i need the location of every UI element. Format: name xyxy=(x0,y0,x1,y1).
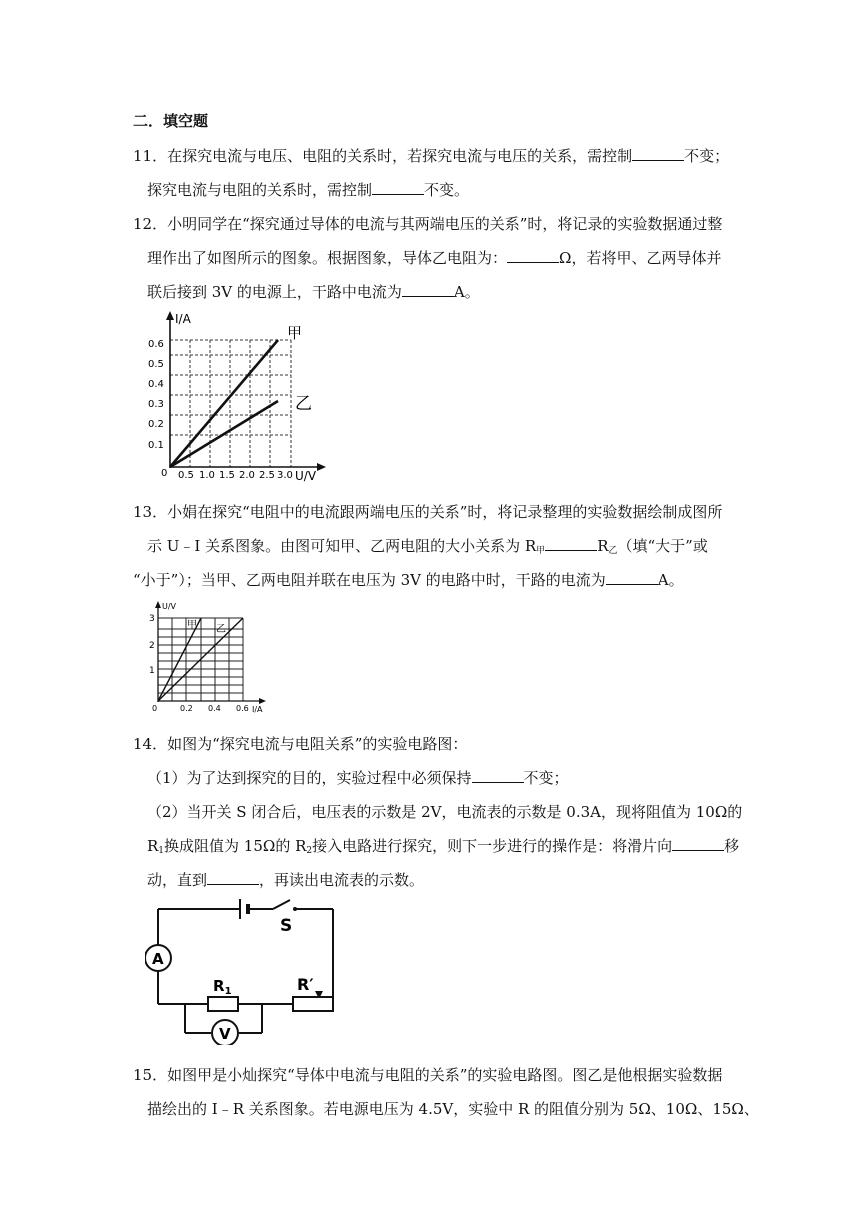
q12-series-yi: 乙 xyxy=(295,394,312,414)
q15-line2: 描绘出的 I﹣R 关系图象。若电源电压为 4.5V，实验中 R 的阻值分别为 5Ω、10Ω、15Ω、 xyxy=(147,1100,759,1118)
q12-ytick-2: 0.2 xyxy=(148,419,164,430)
q12-xtick-4: 2.0 xyxy=(239,470,255,481)
resistor-r1-icon xyxy=(208,997,238,1011)
q14-line1: 14．如图为“探究电流与电阻关系”的实验电路图： xyxy=(133,735,468,753)
q13-blank-1[interactable] xyxy=(545,536,597,551)
q11-line2: 探究电流与电阻的关系时，需控制 不变。 xyxy=(147,181,470,199)
q14-circuit xyxy=(145,895,345,1045)
q12-xtick-3: 1.5 xyxy=(219,470,235,481)
q11-blank-2[interactable] xyxy=(372,180,424,195)
q15-line1: 15．如图甲是小灿探究“导体中电流与电阻的关系”的实验电路图。图乙是他根据实验数据 xyxy=(133,1066,723,1084)
q13-xtick-2: 0.4 xyxy=(208,704,221,713)
q12-xlabel: U/V xyxy=(295,469,317,483)
q13-xtick-3: 0.6 xyxy=(236,704,249,713)
q13-line1: 13．小娟在探究“电阻中的电流跟两端电压的关系”时，将记录整理的实验数据绘制成图所 xyxy=(133,503,723,521)
q13-ytick-2: 2 xyxy=(149,641,155,651)
rheostat-label: R′ xyxy=(297,975,314,994)
switch-label: S xyxy=(280,916,293,936)
rheostat-icon xyxy=(293,997,333,1011)
q12-line3: 联后接到 3V 的电源上，干路中电流为 A。 xyxy=(147,283,480,301)
q12-ytick-6: 0.6 xyxy=(148,339,164,350)
q12-blank-1[interactable] xyxy=(507,248,559,263)
q14-line5: 动，直到 ，再读出电流表的示数。 xyxy=(147,871,425,889)
q12-ytick-4: 0.4 xyxy=(148,379,164,390)
q14-line2: （1）为了达到探究的目的，实验过程中必须保持 不变； xyxy=(147,769,569,787)
q13-xtick-1: 0.2 xyxy=(180,704,193,713)
q12-xtick-5: 2.5 xyxy=(259,470,275,481)
q13-origin: 0 xyxy=(152,704,158,713)
q12-ytick-1: 0.1 xyxy=(148,440,164,451)
ammeter-label: A xyxy=(152,950,164,968)
q13-ytick-1: 1 xyxy=(149,666,155,676)
q12-line-yi xyxy=(170,401,278,467)
q14-blank-2[interactable] xyxy=(672,836,724,851)
q12-xtick-1: 0.5 xyxy=(178,470,194,481)
q12-line-jia xyxy=(170,340,278,467)
voltmeter-label: V xyxy=(219,1025,231,1043)
q12-line2: 理作出了如图所示的图象。根据图象，导体乙电阻为： Ω，若将甲、乙两导体并 xyxy=(147,249,722,267)
q12-ytick-3: 0.3 xyxy=(148,399,164,410)
q14-blank-3[interactable] xyxy=(207,870,259,885)
q14-blank-1[interactable] xyxy=(472,768,524,783)
q13-xlabel: I/A xyxy=(252,705,263,714)
r1-label: $R_1$ xyxy=(213,977,232,997)
q14-line4: $R_1$换成阻值为 15Ω的 $R_2$接入电路进行探究，则下一步进行的操作是：将滑片向 移 xyxy=(147,837,740,856)
q13-ylabel: U/V xyxy=(162,602,177,611)
q13-ytick-3: 3 xyxy=(149,614,155,624)
q11-line1: 11．在探究电流与电压、电阻的关系时，若探究电流与电压的关系，需控制 不变； xyxy=(133,147,730,165)
q13-series-yi: 乙 xyxy=(216,624,226,635)
section-title: 二．填空题 xyxy=(133,112,209,130)
q11-blank-1[interactable] xyxy=(632,146,684,161)
q12-origin: 0 xyxy=(161,468,168,479)
q13-chart xyxy=(145,598,270,716)
q12-series-jia: 甲 xyxy=(287,324,303,342)
q12-chart xyxy=(145,308,345,483)
q12-blank-2[interactable] xyxy=(402,282,454,297)
q12-line1: 12．小明同学在“探究通过导体的电流与其两端电压的关系”时，将记录的实验数据通过整 xyxy=(133,215,723,233)
q12-ylabel: I/A xyxy=(175,312,191,326)
q13-blank-2[interactable] xyxy=(606,570,658,585)
q12-xtick-6: 3.0 xyxy=(277,470,293,481)
q13-series-jia: 甲 xyxy=(187,620,197,631)
q14-line3: （2）当开关 S 闭合后，电压表的示数是 2V，电流表的示数是 0.3A，现将阻值为 10Ω的 xyxy=(147,803,743,821)
q13-line2: 示 U﹣I 关系图象。由图可知甲、乙两电阻的大小关系为 $R_甲$ $R_乙$（填“大于”或 xyxy=(147,537,708,556)
q12-ytick-5: 0.5 xyxy=(148,359,164,370)
q12-xtick-2: 1.0 xyxy=(199,470,215,481)
q13-line3: “小于”）；当甲、乙两电阻并联在电压为 3V 的电路中时，干路的电流为 A。 xyxy=(133,571,684,589)
